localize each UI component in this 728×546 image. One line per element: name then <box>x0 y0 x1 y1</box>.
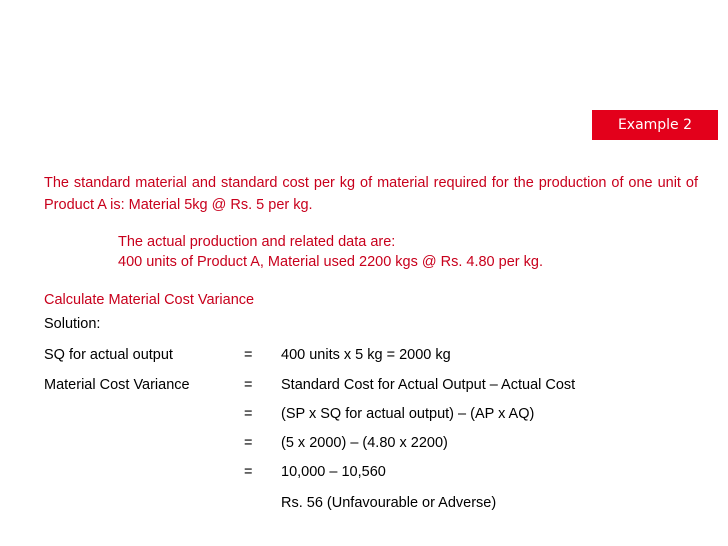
row-value: 400 units x 5 kg = 2000 kg <box>281 347 451 363</box>
actual-data-intro: The actual production and related data are: <box>118 234 396 250</box>
problem-statement: The standard material and standard cost per kg of material required for the production of one unit of Product A is: Material 5kg @ Rs. 5 per kg. <box>44 175 698 213</box>
row-equals: = <box>244 406 253 422</box>
row-value: Standard Cost for Actual Output – Actual Cost <box>281 377 576 393</box>
row-equals: = <box>244 347 253 363</box>
actual-data-values: 400 units of Product A, Material used 2200 kgs @ Rs. 4.80 per kg. <box>118 254 543 270</box>
row-equals: = <box>244 377 253 393</box>
row-value: (SP x SQ for actual output) – (AP x AQ) <box>281 406 535 422</box>
row-equals: = <box>244 464 253 480</box>
row-label: Material Cost Variance <box>44 377 190 393</box>
task-statement: Calculate Material Cost Variance <box>44 292 255 308</box>
result-value: Rs. 56 (Unfavourable or Adverse) <box>281 495 497 511</box>
solution-heading: Solution: <box>44 316 101 332</box>
row-value: 10,000 – 10,560 <box>281 464 386 480</box>
row-label: SQ for actual output <box>44 347 173 363</box>
row-value: (5 x 2000) – (4.80 x 2200) <box>281 435 448 451</box>
example-badge: Example 2 <box>592 110 718 140</box>
row-equals: = <box>244 435 253 451</box>
